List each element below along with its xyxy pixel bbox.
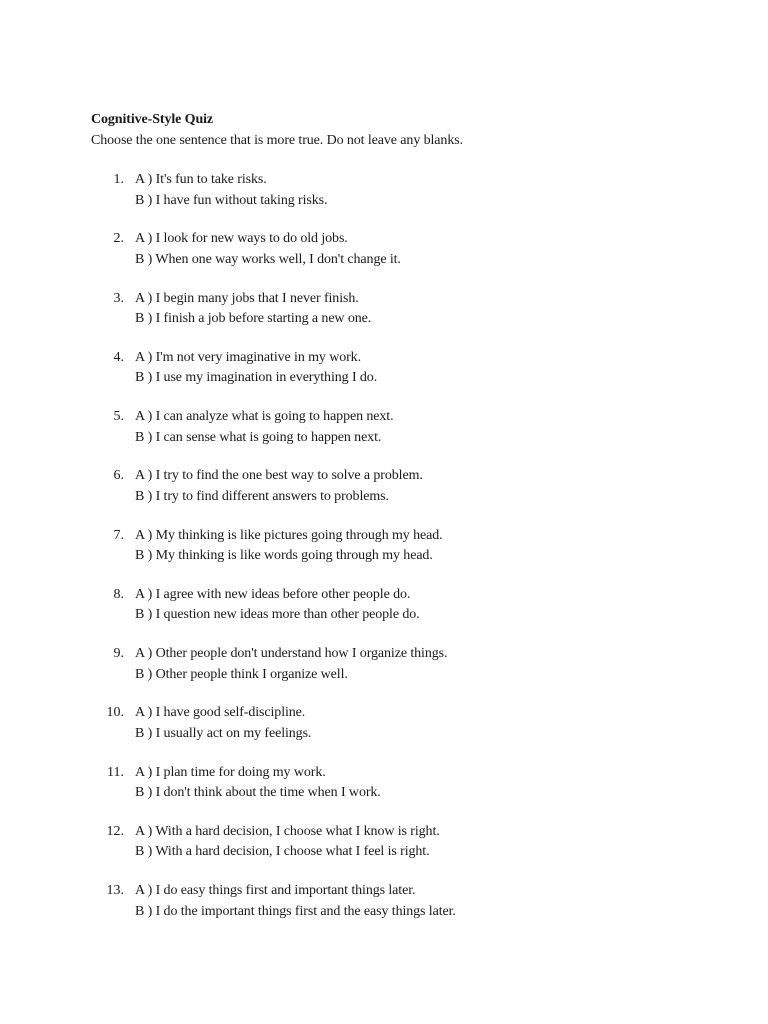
option-a: A ) I plan time for doing my work. [135, 764, 326, 780]
option-b: B ) I usually act on my feelings. [135, 725, 312, 741]
question-item [0, 881, 768, 940]
option-b: B ) I don't think about the time when I work. [135, 785, 381, 800]
question-item [0, 466, 768, 525]
question-number: 10. [106, 705, 124, 721]
question-item [0, 763, 768, 822]
option-b: B ) I use my imagination in everything I do. [135, 370, 378, 386]
option-b: B ) Other people think I organize well. [135, 666, 348, 682]
question-item [0, 703, 768, 762]
option-a: A ) I do easy things first and important things later. [135, 883, 416, 898]
option-b: B ) When one way works well, I don't change it. [135, 251, 401, 267]
option-a: A ) I try to find the one best way to solve a problem. [135, 468, 423, 484]
option-b: B ) I finish a job before starting a new one. [135, 311, 372, 326]
option-a: A ) Other people don't understand how I organize things. [135, 646, 448, 661]
question-item [0, 229, 768, 288]
option-a: A ) I have good self-discipline. [135, 705, 306, 721]
option-b: B ) I can sense what is going to happen next. [135, 429, 382, 445]
question-number: 5. [113, 409, 124, 424]
question-item [0, 170, 768, 229]
question-item [0, 644, 768, 703]
question-number: 11. [107, 764, 124, 780]
option-b: B ) My thinking is like words going through my head. [135, 548, 433, 563]
instructions-text: Choose the one sentence that is more true. Do not leave any blanks. [91, 133, 463, 148]
question-number: 1. [113, 172, 124, 187]
question-item [0, 289, 768, 348]
question-item [0, 407, 768, 466]
question-item [0, 585, 768, 644]
question-item [0, 526, 768, 585]
question-item [0, 822, 768, 881]
option-a: A ) My thinking is like pictures going through my head. [135, 527, 443, 543]
question-number: 7. [113, 527, 124, 543]
option-b: B ) I do the important things first and the easy things later. [135, 903, 456, 919]
option-a: A ) I'm not very imaginative in my work. [135, 349, 361, 365]
question-item [0, 348, 768, 407]
option-a: A ) With a hard decision, I choose what I know is right. [135, 823, 440, 839]
option-a: A ) It's fun to take risks. [135, 172, 267, 187]
question-number: 13. [106, 883, 124, 898]
question-number: 4. [113, 349, 124, 365]
question-number: 2. [113, 231, 124, 247]
option-b: B ) I have fun without taking risks. [135, 192, 328, 208]
question-number: 6. [113, 468, 124, 484]
option-a: A ) I can analyze what is going to happen next. [135, 409, 394, 424]
page-title: Cognitive-Style Quiz [91, 112, 214, 127]
question-number: 9. [113, 646, 124, 661]
option-a: A ) I look for new ways to do old jobs. [135, 231, 348, 247]
question-number: 3. [113, 290, 124, 306]
option-b: B ) I try to find different answers to problems. [135, 488, 389, 504]
option-b: B ) With a hard decision, I choose what I feel is right. [135, 844, 430, 860]
question-list [0, 170, 768, 940]
question-number: 12. [106, 823, 124, 839]
question-number: 8. [113, 586, 124, 602]
option-a: A ) I agree with new ideas before other people do. [135, 586, 411, 602]
option-a: A ) I begin many jobs that I never finish. [135, 290, 359, 306]
option-b: B ) I question new ideas more than other people do. [135, 607, 420, 623]
